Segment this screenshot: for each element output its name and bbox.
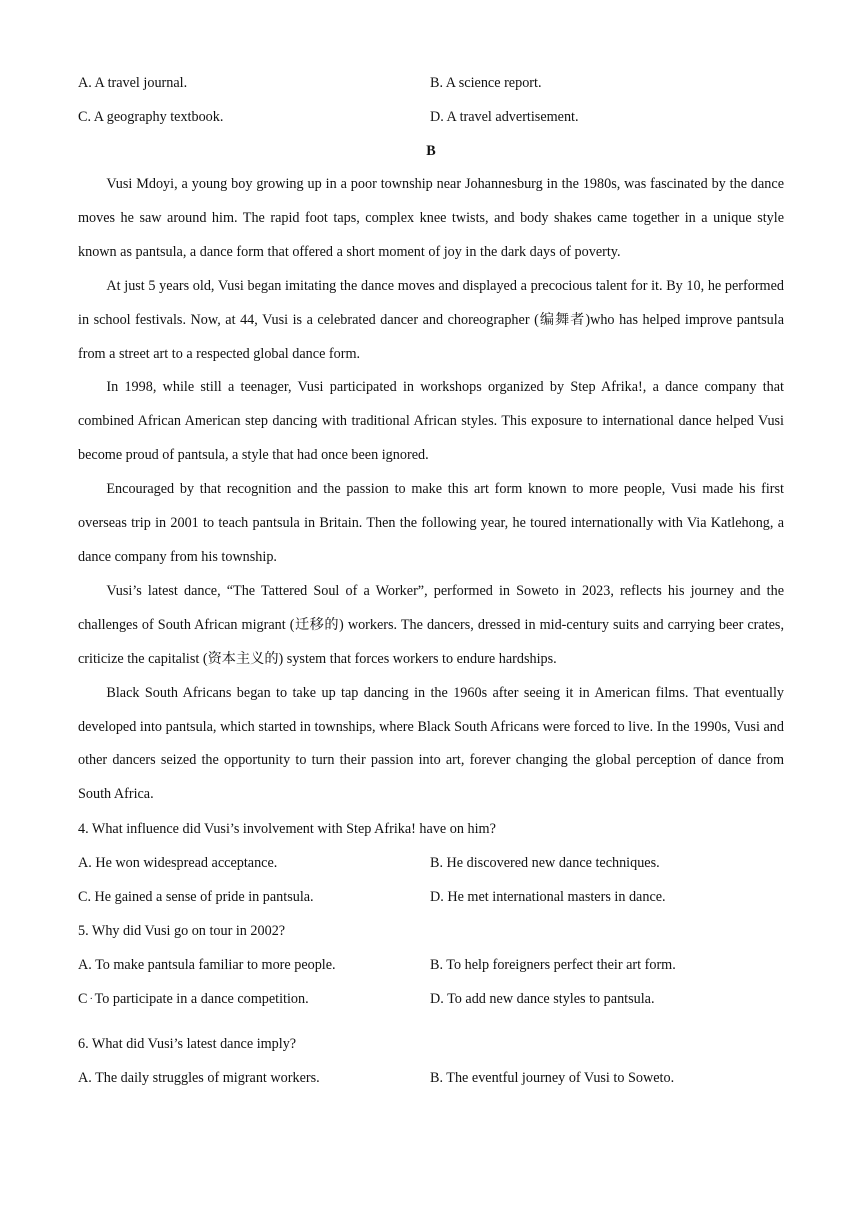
- option-d: D. A travel advertisement.: [430, 109, 579, 125]
- option-d: D. He met international masters in dance.: [430, 889, 666, 906]
- option-row: [78, 66, 784, 100]
- option-c-letter: [78, 982, 93, 1016]
- section-heading: B: [426, 143, 436, 159]
- passage-paragraph: At just 5 years old, Vusi began imitating the dance moves and displayed a precocious talent for it. By 10, he performed in school festivals. Now, at 44, Vusi is a celebrated dancer and choreographer (编舞者)who has helped improve pantsula from a street art to a respected global dance form.: [78, 277, 784, 362]
- option-c: C. A geography textbook.: [78, 109, 224, 125]
- question-4: 4. What influence did Vusi’s involvement with Step Afrika! have on him?: [78, 821, 496, 838]
- option-a: A. A travel journal.: [78, 75, 188, 91]
- option-dot: .: [90, 991, 93, 1003]
- option-b: B. A science report.: [430, 75, 542, 91]
- document-page: [78, 66, 784, 1095]
- option-row: [78, 982, 784, 1016]
- option-c: C. He gained a sense of pride in pantsula.: [78, 889, 314, 906]
- passage-paragraph: Vusi Mdoyi, a young boy growing up in a poor township near Johannesburg in the 1980s, was fascinated by the dance moves he saw around him. The rapid foot taps, complex knee twists, and body shakes came together in a unique style known as pantsula, a dance form that offered a short moment of joy in the dark days of poverty.: [78, 176, 784, 260]
- option-row: [78, 1061, 784, 1095]
- option-c: [78, 982, 430, 1016]
- option-b: B. The eventful journey of Vusi to Soweto.: [430, 1070, 675, 1087]
- passage-paragraph: Encouraged by that recognition and the passion to make this art form known to more people, Vusi made his first overseas trip in 2001 to teach pantsula in Britain. Then the following year, he toured internationally with Via Katlehong, a dance company from his township.: [78, 481, 784, 565]
- option-letter: C: [78, 991, 88, 1008]
- spacer: [78, 1016, 784, 1027]
- option-b: B. He discovered new dance techniques.: [430, 855, 660, 872]
- option-b: B. To help foreigners perfect their art form.: [430, 957, 676, 974]
- passage-paragraph: In 1998, while still a teenager, Vusi participated in workshops organized by Step Afrika!, a dance company that combined African American step dancing with traditional African styles. This exposure to international dance helped Vusi become proud of pantsula, a style that had once been ignored.: [78, 379, 784, 464]
- option-row: [78, 100, 784, 134]
- passage-paragraph: Vusi’s latest dance, “The Tattered Soul of a Worker”, performed in Soweto in 2023, reflects his journey and the challenges of South African migrant (迁移的) workers. The dancers, dressed in mid-century suits and carrying beer crates, criticize the capitalist (资本主义的) system that forces workers to endure hardships.: [78, 582, 784, 667]
- passage-paragraph: Black South Africans began to take up tap dancing in the 1960s after seeing it in American films. That eventually developed into pantsula, which started in townships, where Black South Africans were forced to live. In the 1990s, Vusi and other dancers seized the opportunity to turn their passion into art, forever changing the global perception of dance from South Africa.: [78, 684, 784, 803]
- option-row: [78, 846, 784, 880]
- option-c-text: To participate in a dance competition.: [94, 991, 309, 1008]
- question-5: 5. Why did Vusi go on tour in 2002?: [78, 923, 286, 940]
- option-row: [78, 880, 784, 914]
- option-d: D. To add new dance styles to pantsula.: [430, 991, 655, 1008]
- option-a: A. He won widespread acceptance.: [78, 855, 278, 872]
- question-6: 6. What did Vusi’s latest dance imply?: [78, 1036, 297, 1053]
- option-a: A. The daily struggles of migrant workers.: [78, 1070, 320, 1087]
- option-row: [78, 948, 784, 982]
- option-a: A. To make pantsula familiar to more people.: [78, 957, 336, 974]
